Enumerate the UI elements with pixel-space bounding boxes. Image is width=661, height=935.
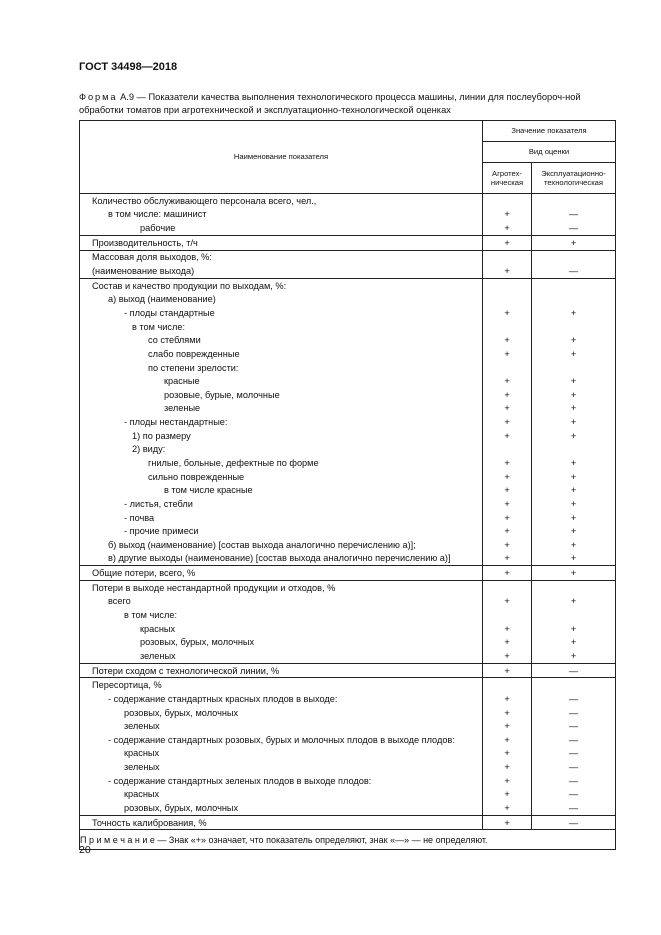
column-header-expl: Эксплуатационно-технологическая: [532, 163, 616, 194]
table-row: [80, 511, 616, 525]
expl-value: [532, 320, 616, 334]
indicator-name: Общие потери, всего, %: [80, 566, 483, 581]
expl-value: +: [532, 649, 616, 663]
agro-value: +: [483, 692, 532, 706]
table-row: [80, 747, 616, 761]
expl-value: —: [532, 221, 616, 235]
agro-value: +: [483, 815, 532, 830]
indicator-name: Состав и качество продукции по выходам, %:: [80, 278, 483, 292]
expl-value: —: [532, 733, 616, 747]
expl-value: +: [532, 429, 616, 443]
agro-value: +: [483, 636, 532, 650]
expl-value: +: [532, 374, 616, 388]
agro-value: +: [483, 402, 532, 416]
agro-value: [483, 361, 532, 375]
indicator-name: - содержание стандартных розовых, бурых и молочных плодов в выходе плодов:: [80, 733, 483, 747]
expl-value: —: [532, 801, 616, 815]
table-row: [80, 733, 616, 747]
indicator-name: - прочие примеси: [80, 524, 483, 538]
indicator-name: - плоды стандартные: [80, 306, 483, 320]
agro-value: +: [483, 760, 532, 774]
expl-value: —: [532, 774, 616, 788]
table-row: [80, 235, 616, 250]
table-row: [80, 388, 616, 402]
agro-value: +: [483, 511, 532, 525]
indicator-name: - плоды нестандартные:: [80, 415, 483, 429]
agro-value: [483, 250, 532, 264]
expl-value: +: [532, 566, 616, 581]
indicator-name: со стеблями: [80, 333, 483, 347]
table-row: [80, 250, 616, 264]
table-row: [80, 483, 616, 497]
table-note-row: [80, 830, 616, 850]
table-row: [80, 608, 616, 622]
table-row: [80, 595, 616, 609]
agro-value: +: [483, 788, 532, 802]
agro-value: +: [483, 347, 532, 361]
table-row: [80, 374, 616, 388]
table-row: [80, 538, 616, 552]
table-row: [80, 208, 616, 222]
table-row: [80, 361, 616, 375]
table-row: [80, 347, 616, 361]
table-row: [80, 320, 616, 334]
indicator-name: 2) виду:: [80, 443, 483, 457]
table-row: [80, 566, 616, 581]
agro-value: +: [483, 774, 532, 788]
document-header: ГОСТ 34498—2018: [79, 61, 178, 73]
table-row: [80, 415, 616, 429]
expl-value: +: [532, 483, 616, 497]
agro-value: +: [483, 552, 532, 566]
agro-value: +: [483, 235, 532, 250]
expl-value: —: [532, 208, 616, 222]
table-row: [80, 497, 616, 511]
indicator-name: б) выход (наименование) [состав выхода аналогично перечислению а)];: [80, 538, 483, 552]
expl-value: [532, 250, 616, 264]
agro-value: [483, 278, 532, 292]
indicator-name: красные: [80, 374, 483, 388]
indicator-name: Потери в выходе нестандартной продукции и отходов, %: [80, 580, 483, 594]
expl-value: —: [532, 788, 616, 802]
agro-value: +: [483, 706, 532, 720]
agro-value: +: [483, 566, 532, 581]
agro-value: +: [483, 483, 532, 497]
agro-value: +: [483, 801, 532, 815]
expl-value: +: [532, 388, 616, 402]
expl-value: +: [532, 497, 616, 511]
expl-value: —: [532, 706, 616, 720]
indicator-name: красных: [80, 747, 483, 761]
agro-value: +: [483, 415, 532, 429]
indicator-name: слабо поврежденные: [80, 347, 483, 361]
form-label: Форма: [79, 92, 118, 102]
table-row: [80, 333, 616, 347]
agro-value: [483, 580, 532, 594]
expl-value: [532, 194, 616, 208]
indicator-name: розовых, бурых, молочных: [80, 706, 483, 720]
table-row: [80, 663, 616, 678]
agro-value: +: [483, 622, 532, 636]
expl-value: [532, 608, 616, 622]
agro-value: +: [483, 747, 532, 761]
indicator-name: Количество обслуживающего персонала всего, чел.,: [80, 194, 483, 208]
expl-value: +: [532, 595, 616, 609]
indicator-name: зеленых: [80, 760, 483, 774]
indicator-name: а) выход (наименование): [80, 292, 483, 306]
table-row: [80, 706, 616, 720]
indicator-name: (наименование выхода): [80, 264, 483, 278]
indicator-name: - содержание стандартных зеленых плодов в выходе плодов:: [80, 774, 483, 788]
agro-value: +: [483, 374, 532, 388]
indicator-name: зеленые: [80, 402, 483, 416]
indicator-name: рабочие: [80, 221, 483, 235]
table-row: [80, 306, 616, 320]
indicator-name: красных: [80, 622, 483, 636]
table-row: [80, 524, 616, 538]
table-row: [80, 402, 616, 416]
agro-value: +: [483, 388, 532, 402]
table-row: [80, 470, 616, 484]
indicator-name: красных: [80, 788, 483, 802]
agro-value: [483, 443, 532, 457]
expl-value: [532, 361, 616, 375]
table-row: [80, 278, 616, 292]
expl-value: +: [532, 511, 616, 525]
expl-value: +: [532, 333, 616, 347]
agro-value: [483, 320, 532, 334]
table-row: [80, 264, 616, 278]
indicator-name: в том числе красные: [80, 483, 483, 497]
expl-value: +: [532, 470, 616, 484]
table-row: [80, 801, 616, 815]
table-row: [80, 692, 616, 706]
indicator-name: Производительность, т/ч: [80, 235, 483, 250]
agro-value: +: [483, 429, 532, 443]
agro-value: +: [483, 538, 532, 552]
table-row: [80, 580, 616, 594]
expl-value: [532, 292, 616, 306]
expl-value: +: [532, 622, 616, 636]
indicator-name: сильно поврежденные: [80, 470, 483, 484]
table-row: [80, 443, 616, 457]
indicator-name: всего: [80, 595, 483, 609]
table-note: П р и м е ч а н и е — Знак «+» означает, что показатель определяют, знак «—» — не определяют.: [80, 830, 616, 850]
indicator-name: в) другие выходы (наименование) [состав выхода аналогично перечислению а)]: [80, 552, 483, 566]
indicator-name: - листья, стебли: [80, 497, 483, 511]
agro-value: +: [483, 221, 532, 235]
agro-value: [483, 292, 532, 306]
expl-value: —: [532, 747, 616, 761]
form-caption: [79, 91, 614, 116]
expl-value: —: [532, 663, 616, 678]
table-row: [80, 774, 616, 788]
table-row: [80, 622, 616, 636]
agro-value: +: [483, 663, 532, 678]
table-row: [80, 788, 616, 802]
indicator-name: Потери сходом с технологической линии, %: [80, 663, 483, 678]
indicator-name: зеленых: [80, 719, 483, 733]
expl-value: —: [532, 815, 616, 830]
table-row: [80, 292, 616, 306]
agro-value: [483, 678, 532, 692]
indicator-name: зеленых: [80, 649, 483, 663]
quality-indicators-table: [79, 120, 616, 850]
indicator-name: Массовая доля выходов, %:: [80, 250, 483, 264]
agro-value: +: [483, 733, 532, 747]
agro-value: +: [483, 719, 532, 733]
expl-value: +: [532, 306, 616, 320]
expl-value: —: [532, 692, 616, 706]
expl-value: +: [532, 552, 616, 566]
expl-value: +: [532, 235, 616, 250]
expl-value: +: [532, 636, 616, 650]
table-row: [80, 194, 616, 208]
agro-value: +: [483, 456, 532, 470]
expl-value: +: [532, 456, 616, 470]
column-header-kind: Вид оценки: [483, 142, 616, 163]
indicator-name: розовые, бурые, молочные: [80, 388, 483, 402]
indicator-name: гнилые, больные, дефектные по форме: [80, 456, 483, 470]
agro-value: +: [483, 333, 532, 347]
table-row: [80, 678, 616, 692]
indicator-name: в том числе:: [80, 608, 483, 622]
indicator-name: Точность калибрования, %: [80, 815, 483, 830]
agro-value: +: [483, 264, 532, 278]
form-caption-text: А.9 — Показатели качества выполнения технологического процесса машины, линии для послеубороч-ной обработки томатов при агротехнической и эксплуатационно-технологической оценках: [79, 92, 581, 115]
table-row: [80, 429, 616, 443]
agro-value: +: [483, 497, 532, 511]
page-number: 20: [79, 844, 91, 856]
indicator-name: - содержание стандартных красных плодов в выходе:: [80, 692, 483, 706]
indicator-name: Пересортица, %: [80, 678, 483, 692]
expl-value: [532, 278, 616, 292]
agro-value: [483, 608, 532, 622]
indicator-name: по степени зрелости:: [80, 361, 483, 375]
expl-value: [532, 678, 616, 692]
indicator-name: в том числе: машинист: [80, 208, 483, 222]
agro-value: +: [483, 649, 532, 663]
expl-value: —: [532, 719, 616, 733]
expl-value: —: [532, 264, 616, 278]
table-row: [80, 456, 616, 470]
indicator-name: в том числе:: [80, 320, 483, 334]
column-header-name: Наименование показателя: [80, 121, 483, 194]
indicator-name: розовых, бурых, молочных: [80, 636, 483, 650]
table-row: [80, 760, 616, 774]
expl-value: +: [532, 538, 616, 552]
table-row: [80, 815, 616, 830]
expl-value: [532, 580, 616, 594]
table-row: [80, 649, 616, 663]
column-header-value: Значение показателя: [483, 121, 616, 142]
expl-value: [532, 443, 616, 457]
table-row: [80, 719, 616, 733]
table-row: [80, 552, 616, 566]
agro-value: +: [483, 306, 532, 320]
indicator-name: - почва: [80, 511, 483, 525]
table-row: [80, 221, 616, 235]
expl-value: +: [532, 524, 616, 538]
agro-value: +: [483, 208, 532, 222]
agro-value: +: [483, 524, 532, 538]
expl-value: —: [532, 760, 616, 774]
expl-value: +: [532, 415, 616, 429]
indicator-name: розовых, бурых, молочных: [80, 801, 483, 815]
agro-value: [483, 194, 532, 208]
expl-value: +: [532, 402, 616, 416]
table-row: [80, 636, 616, 650]
indicator-name: 1) по размеру: [80, 429, 483, 443]
expl-value: +: [532, 347, 616, 361]
agro-value: +: [483, 470, 532, 484]
column-header-agro: Агротех-ническая: [483, 163, 532, 194]
agro-value: +: [483, 595, 532, 609]
